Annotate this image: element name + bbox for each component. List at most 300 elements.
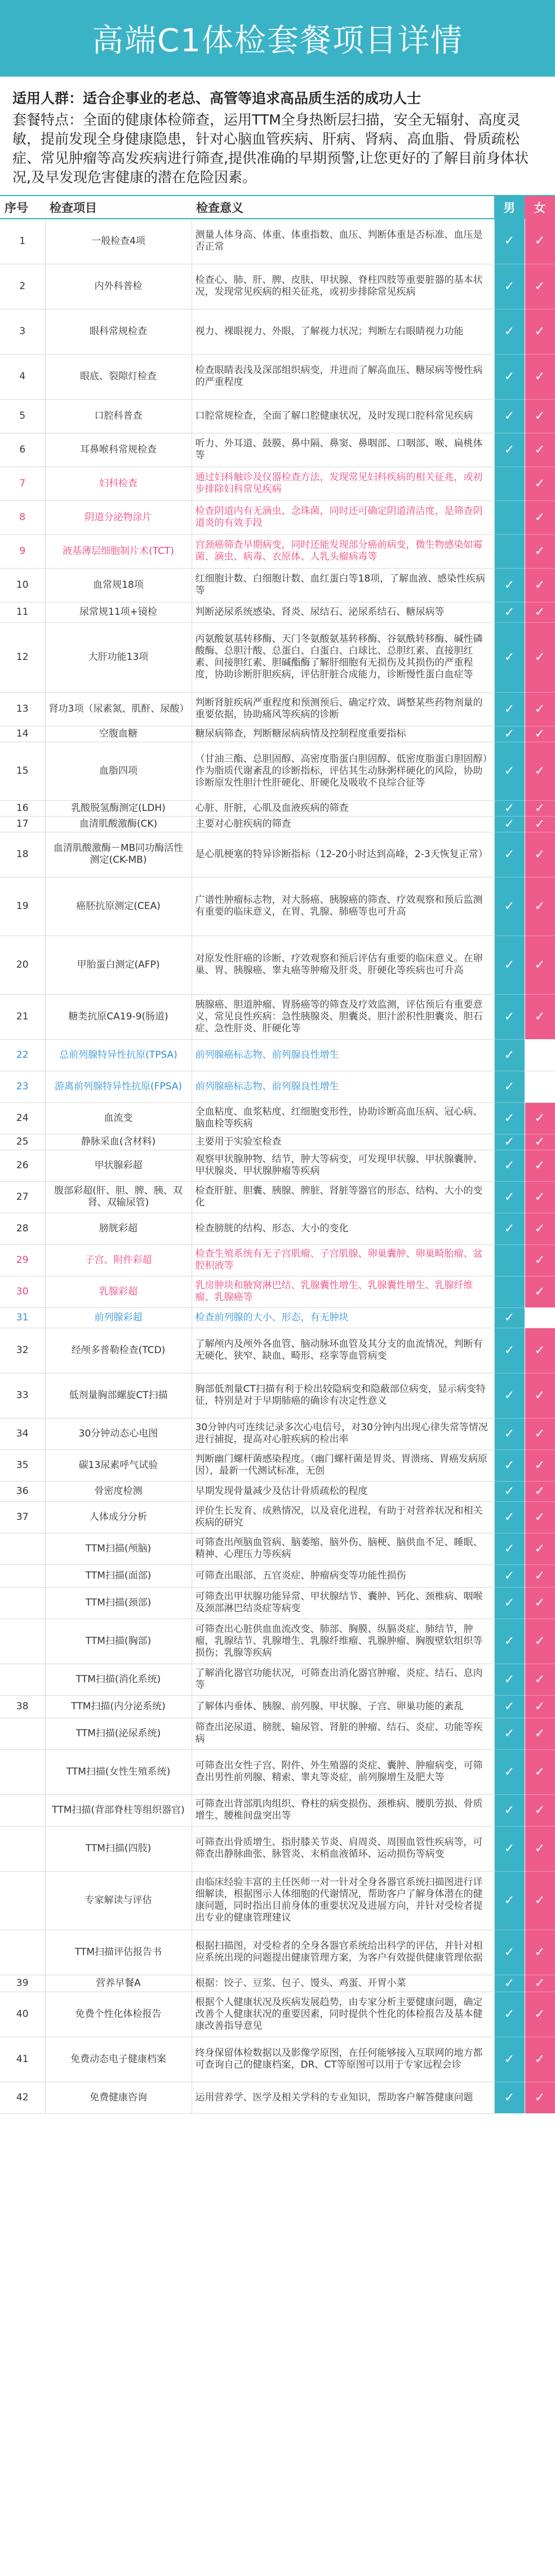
row-number: 42 bbox=[0, 2082, 45, 2113]
row-male-mark: ✓ bbox=[494, 1307, 525, 1328]
row-male-mark: ✓ bbox=[494, 1718, 525, 1749]
row-male-mark: ✓ bbox=[494, 1418, 525, 1449]
row-female-mark: ✓ bbox=[525, 994, 555, 1039]
row-female-mark: ✓ bbox=[525, 1794, 555, 1826]
table-row bbox=[0, 1102, 555, 1134]
table-row bbox=[0, 726, 555, 742]
row-meaning: 可筛查出骨质增生、指肘膝关节炎、肩周炎、周围血管性疾病等，可筛查出静脉曲张、脉管炎、末梢血液循环、运动损伤等病变 bbox=[192, 1826, 494, 1871]
row-female-mark bbox=[525, 1307, 555, 1328]
table-row bbox=[0, 800, 555, 816]
row-male-mark: ✓ bbox=[494, 1587, 525, 1619]
row-item: 液基薄层细胞制片术(TCT) bbox=[45, 534, 192, 568]
row-item: 乳酸脱氢酶测定(LDH) bbox=[45, 800, 192, 816]
row-male-mark: ✓ bbox=[494, 1181, 525, 1213]
row-number: 33 bbox=[0, 1373, 45, 1418]
row-number: 25 bbox=[0, 1134, 45, 1150]
row-item: 血清肌酸激酶(CK) bbox=[45, 816, 192, 832]
row-male-mark: ✓ bbox=[494, 1134, 525, 1150]
row-meaning: 可筛查出眼部、五官炎症、肿瘤病变等功能性损伤 bbox=[192, 1564, 494, 1587]
row-item: 血流变 bbox=[45, 1102, 192, 1134]
table-row bbox=[0, 877, 555, 935]
row-meaning: 筛查出泌尿道、膀胱、输尿管、肾脏的肿瘤、结石、炎症、功能等疾病 bbox=[192, 1718, 494, 1749]
row-male-mark: ✓ bbox=[494, 1102, 525, 1134]
row-female-mark: ✓ bbox=[525, 1276, 555, 1307]
table-row bbox=[0, 1276, 555, 1307]
row-female-mark: ✓ bbox=[525, 1501, 555, 1533]
row-item: 人体成分分析 bbox=[45, 1501, 192, 1533]
row-meaning: 主要对心脏疾病的筛查 bbox=[192, 816, 494, 832]
row-number: 28 bbox=[0, 1213, 45, 1244]
row-number: 38 bbox=[0, 1695, 45, 1718]
row-male-mark: ✓ bbox=[494, 354, 525, 399]
table-row bbox=[0, 1150, 555, 1181]
row-number: 18 bbox=[0, 832, 45, 877]
row-number: 20 bbox=[0, 935, 45, 994]
row-item: 血常规18项 bbox=[45, 568, 192, 602]
row-meaning: 可筛查出颅脑血管病、脑萎缩、脑外伤、脑梗、脑供血不足、睡眠、精神、心理压力等疾病 bbox=[192, 1533, 494, 1564]
table-row bbox=[0, 1501, 555, 1533]
row-item: 免费个性化体检报告 bbox=[45, 1992, 192, 2037]
row-male-mark: ✓ bbox=[494, 264, 525, 309]
header-male: 男 bbox=[494, 196, 525, 219]
row-male-mark: ✓ bbox=[494, 399, 525, 433]
row-meaning: 检查阴道内有无滴虫、念珠菌，同时还可确定阴道清洁度，是筛查阴道炎的有效手段 bbox=[192, 500, 494, 534]
row-meaning: 判断泌尿系统感染、肾炎、尿结石、泌尿系结石、糖尿病等 bbox=[192, 602, 494, 622]
row-item: 甲胎蛋白测定(AFP) bbox=[45, 935, 192, 994]
row-meaning: 主要用于实验室检查 bbox=[192, 1134, 494, 1150]
row-number bbox=[0, 1826, 45, 1871]
row-item: TTM扫描(女性生殖系统) bbox=[45, 1749, 192, 1794]
row-meaning: 测量人体身高、体重、体重指数、血压、判断体重是否标准、血压是否正常 bbox=[192, 219, 494, 264]
table-row bbox=[0, 1826, 555, 1871]
row-item: 30分钟动态心电图 bbox=[45, 1418, 192, 1449]
row-item: 骨密度检测 bbox=[45, 1481, 192, 1501]
row-number: 29 bbox=[0, 1244, 45, 1276]
row-male-mark: ✓ bbox=[494, 1533, 525, 1564]
row-number: 11 bbox=[0, 602, 45, 622]
table-row bbox=[0, 264, 555, 309]
row-item: 专家解读与评估 bbox=[45, 1871, 192, 1930]
row-item: TTM扫描(内分泌系统) bbox=[45, 1695, 192, 1718]
package-description: 套餐特点：全面的健康体检筛查，运用TTM全身热断层扫描，安全无辐射、高度灵敏，提前发现全身健康隐患，针对心脑血管疾病、肝病、肾病、高血脂、骨质疏松症、常见肿瘤等高发疾病进行筛查,提供准确的早期预警,让您更好的了解目前身体状况,及早发现危害健康的潜在危险因素。 bbox=[12, 112, 529, 185]
row-number: 14 bbox=[0, 726, 45, 742]
row-meaning: 糖尿病筛查，判断糖尿病病情及控制程度重要指标 bbox=[192, 726, 494, 742]
row-number: 26 bbox=[0, 1150, 45, 1181]
row-male-mark: ✓ bbox=[494, 1664, 525, 1695]
table-row bbox=[0, 467, 555, 500]
row-item: 耳鼻喉科常规检查 bbox=[45, 433, 192, 467]
row-item: TTM扫描(消化系统) bbox=[45, 1664, 192, 1695]
row-male-mark: ✓ bbox=[494, 602, 525, 622]
row-female-mark: ✓ bbox=[525, 1134, 555, 1150]
row-female-mark bbox=[525, 1039, 555, 1071]
row-female-mark: ✓ bbox=[525, 1418, 555, 1449]
table-row bbox=[0, 1328, 555, 1373]
header-meaning: 检查意义 bbox=[192, 196, 494, 219]
row-item: 妇科检查 bbox=[45, 467, 192, 500]
row-male-mark: ✓ bbox=[494, 1992, 525, 2037]
row-item: TTM扫描(颈部) bbox=[45, 1587, 192, 1619]
row-male-mark: ✓ bbox=[494, 832, 525, 877]
row-male-mark bbox=[494, 467, 525, 500]
row-male-mark bbox=[494, 500, 525, 534]
row-female-mark: ✓ bbox=[525, 800, 555, 816]
row-female-mark bbox=[525, 1071, 555, 1102]
exam-items-table bbox=[0, 196, 555, 2114]
row-item: 前列腺彩超 bbox=[45, 1307, 192, 1328]
row-item: 眼底、裂隙灯检查 bbox=[45, 354, 192, 399]
row-female-mark: ✓ bbox=[525, 1695, 555, 1718]
table-row bbox=[0, 816, 555, 832]
row-number bbox=[0, 1718, 45, 1749]
row-meaning: 视力、裸眼视力、外眼，了解视力状况；判断左右眼睛视力功能 bbox=[192, 309, 494, 354]
row-male-mark: ✓ bbox=[494, 1749, 525, 1794]
row-male-mark: ✓ bbox=[494, 1481, 525, 1501]
table-row bbox=[0, 1664, 555, 1695]
row-female-mark: ✓ bbox=[525, 309, 555, 354]
table-row bbox=[0, 1975, 555, 1992]
row-meaning: 判断肾脏疾病严重程度和预测预后、确定疗效、调整某些药物剂量的重要依据，协助痛风等疾病的诊断 bbox=[192, 692, 494, 726]
row-item: 总前列腺特异性抗原(TPSA) bbox=[45, 1039, 192, 1071]
table-row bbox=[0, 568, 555, 602]
row-item: 游离前列腺特异性抗原(FPSA) bbox=[45, 1071, 192, 1102]
row-meaning: 检查眼睛表浅及深部组织病变，并进而了解高血压、糖尿病等慢性病的严重程度 bbox=[192, 354, 494, 399]
row-number: 13 bbox=[0, 692, 45, 726]
row-male-mark: ✓ bbox=[494, 1150, 525, 1181]
row-female-mark: ✓ bbox=[525, 433, 555, 467]
row-female-mark: ✓ bbox=[525, 742, 555, 800]
row-number bbox=[0, 1930, 45, 1975]
table-row bbox=[0, 1871, 555, 1930]
row-item: TTM扫描(胸部) bbox=[45, 1619, 192, 1664]
row-number: 40 bbox=[0, 1992, 45, 2037]
table-row bbox=[0, 2037, 555, 2082]
row-meaning: 检查肝脏、胆囊、胰腺、脾脏、肾脏等器官的形态、结构、大小的变化 bbox=[192, 1181, 494, 1213]
row-male-mark: ✓ bbox=[494, 1826, 525, 1871]
row-male-mark: ✓ bbox=[494, 1695, 525, 1718]
row-male-mark: ✓ bbox=[494, 1501, 525, 1533]
row-item: 阴道分泌物涂片 bbox=[45, 500, 192, 534]
row-number: 6 bbox=[0, 433, 45, 467]
table-row bbox=[0, 219, 555, 264]
row-item: 尿常规11项+镜检 bbox=[45, 602, 192, 622]
row-female-mark: ✓ bbox=[525, 2082, 555, 2113]
row-item: 糖类抗原CA19-9(肠道) bbox=[45, 994, 192, 1039]
row-meaning: 可筛查出背部肌肉组织、脊柱的病变损伤、颈椎病、腰肌劳损、骨质增生、腰椎间盘突出等 bbox=[192, 1794, 494, 1826]
table-row bbox=[0, 832, 555, 877]
row-number: 30 bbox=[0, 1276, 45, 1307]
row-meaning: 检查膀胱的结构、形态、大小的变化 bbox=[192, 1213, 494, 1244]
row-number: 39 bbox=[0, 1975, 45, 1992]
row-number: 27 bbox=[0, 1181, 45, 1213]
table-row bbox=[0, 1244, 555, 1276]
row-male-mark: ✓ bbox=[494, 994, 525, 1039]
row-number: 17 bbox=[0, 816, 45, 832]
row-male-mark: ✓ bbox=[494, 1794, 525, 1826]
row-male-mark: ✓ bbox=[494, 1328, 525, 1373]
row-meaning: 前列腺癌标志物、前列腺良性增生 bbox=[192, 1039, 494, 1071]
table-row bbox=[0, 1213, 555, 1244]
row-number bbox=[0, 1749, 45, 1794]
row-female-mark: ✓ bbox=[525, 1213, 555, 1244]
row-number: 1 bbox=[0, 219, 45, 264]
row-item: TTM扫描(四肢) bbox=[45, 1826, 192, 1871]
row-item: 静脉采血(含材料) bbox=[45, 1134, 192, 1150]
row-item: TTM扫描(背部脊柱等组织器官) bbox=[45, 1794, 192, 1826]
table-row bbox=[0, 1418, 555, 1449]
row-number: 5 bbox=[0, 399, 45, 433]
row-male-mark: ✓ bbox=[494, 877, 525, 935]
row-number bbox=[0, 1871, 45, 1930]
row-meaning: 检查生殖系统有无子宫肌瘤、子宫肌腺、卵巢囊肿、卵巢畸胎瘤、盆腔积液等 bbox=[192, 1244, 494, 1276]
row-male-mark: ✓ bbox=[494, 309, 525, 354]
table-row bbox=[0, 433, 555, 467]
row-number: 32 bbox=[0, 1328, 45, 1373]
row-meaning: 了解消化器官功能状况，可筛查出消化器官肿瘤、炎症、结石、息肉等 bbox=[192, 1664, 494, 1695]
row-meaning: 根据个人健康状况及疾病发展趋势，由专家分析主要健康问题，确定改善个人健康状况的重要因素，同时提供个性化的体检报告及基本健康改善指导意见 bbox=[192, 1992, 494, 2037]
header-female: 女 bbox=[525, 196, 555, 219]
row-number bbox=[0, 1619, 45, 1664]
row-meaning: 观察甲状腺肿物、结节，肿大等病变，可发现甲状腺、甲状腺囊肿、甲状腺炎、甲状腺肿瘤等疾病 bbox=[192, 1150, 494, 1181]
row-item: 血清肌酸激酶－MB同功酶活性测定(CK-MB) bbox=[45, 832, 192, 877]
row-number bbox=[0, 1664, 45, 1695]
table-row bbox=[0, 1181, 555, 1213]
row-meaning: 是心肌梗塞的特异诊断指标（12-20小时达到高峰，2-3天恢复正常） bbox=[192, 832, 494, 877]
row-number bbox=[0, 1587, 45, 1619]
row-meaning: 30分钟内可连续记录多次心电信号，对30分钟内出现心律失常等情况进行捕捉，提高对心脏疾病的检出率 bbox=[192, 1418, 494, 1449]
row-male-mark: ✓ bbox=[494, 622, 525, 692]
row-female-mark: ✓ bbox=[525, 1871, 555, 1930]
row-item: 腹部彩超(肝、胆、脾、胰、双肾、双输尿管) bbox=[45, 1181, 192, 1213]
row-number: 12 bbox=[0, 622, 45, 692]
row-meaning: 心脏、肝脏，心肌及血液疾病的筛查 bbox=[192, 800, 494, 816]
row-item: 经颅多普勒检查(TCD) bbox=[45, 1328, 192, 1373]
row-male-mark: ✓ bbox=[494, 1619, 525, 1664]
table-row bbox=[0, 500, 555, 534]
table-row bbox=[0, 534, 555, 568]
table-row bbox=[0, 1587, 555, 1619]
table-row bbox=[0, 1134, 555, 1150]
row-item: 膀胱彩超 bbox=[45, 1213, 192, 1244]
row-female-mark: ✓ bbox=[525, 602, 555, 622]
table-row bbox=[0, 1749, 555, 1794]
row-number: 31 bbox=[0, 1307, 45, 1328]
row-male-mark: ✓ bbox=[494, 1373, 525, 1418]
table-row bbox=[0, 1373, 555, 1418]
row-number: 35 bbox=[0, 1449, 45, 1481]
row-meaning: 根据扫描图，对受检者的全身各器官系统给出科学的评估，并针对相应系统出现的问题提出健康管理方案，为客户有效提供健康管理依据 bbox=[192, 1930, 494, 1975]
row-female-mark: ✓ bbox=[525, 1328, 555, 1373]
row-male-mark: ✓ bbox=[494, 1930, 525, 1975]
row-meaning: 通过妇科触诊及仪器检查方法，发现常见妇科疾病的相关征兆，或初步排除妇科常见疾病 bbox=[192, 467, 494, 500]
table-row bbox=[0, 1619, 555, 1664]
row-item: 血脂四项 bbox=[45, 742, 192, 800]
row-female-mark: ✓ bbox=[525, 1930, 555, 1975]
row-male-mark: ✓ bbox=[494, 1071, 525, 1102]
row-number: 15 bbox=[0, 742, 45, 800]
table-row bbox=[0, 309, 555, 354]
row-female-mark: ✓ bbox=[525, 1533, 555, 1564]
row-female-mark: ✓ bbox=[525, 1619, 555, 1664]
row-number: 23 bbox=[0, 1071, 45, 1102]
row-female-mark: ✓ bbox=[525, 622, 555, 692]
row-item: 碳13尿素呼气试验 bbox=[45, 1449, 192, 1481]
table-row bbox=[0, 1564, 555, 1587]
row-male-mark bbox=[494, 1244, 525, 1276]
table-row bbox=[0, 1481, 555, 1501]
row-female-mark: ✓ bbox=[525, 1992, 555, 2037]
row-number: 19 bbox=[0, 877, 45, 935]
row-male-mark: ✓ bbox=[494, 742, 525, 800]
row-item: 免费健康咨询 bbox=[45, 2082, 192, 2113]
table-row bbox=[0, 602, 555, 622]
row-male-mark: ✓ bbox=[494, 1564, 525, 1587]
row-number: 16 bbox=[0, 800, 45, 816]
row-female-mark: ✓ bbox=[525, 1373, 555, 1418]
row-female-mark: ✓ bbox=[525, 1244, 555, 1276]
row-item: TTM扫描(颅脑) bbox=[45, 1533, 192, 1564]
row-female-mark: ✓ bbox=[525, 264, 555, 309]
table-row bbox=[0, 1930, 555, 1975]
header-no: 序号 bbox=[0, 196, 45, 219]
row-meaning: 胰腺癌、胆道肿瘤、胃肠癌等的筛查及疗效监测，评估预后有重要意义，常见良性疾病：急性胰腺炎、胆囊炎、胆汁淤积性胆囊炎、胆石症、急性肝炎、肝硬化等 bbox=[192, 994, 494, 1039]
row-male-mark: ✓ bbox=[494, 2082, 525, 2113]
row-female-mark: ✓ bbox=[525, 816, 555, 832]
row-meaning: 丙氨酸氨基转移酶、天门冬氨酸氨基转移酶、谷氨酰转移酶、碱性磷酸酶、总胆汁酸、总蛋白、白蛋白、白球比、总胆红素、直接胆红素、间接胆红素、胆碱酯酶了解肝细胞有无损伤及其损伤的严重程度，协助诊断肝胆疾病，评估肝脏合成能力，诊断慢性蛋白血症等 bbox=[192, 622, 494, 692]
row-meaning: 宫颈癌筛查早期病变，同时还能发现部分癌前病变，微生物感染如霉菌、滴虫、病毒、衣原体、人乳头瘤病毒等 bbox=[192, 534, 494, 568]
row-meaning: 可筛查出女性子宫、附件、外生殖器的炎症、囊肿、肿瘤病变，可筛查出男性前列腺、精索、睾丸等炎症，前列腺增生及肥大等 bbox=[192, 1749, 494, 1794]
table-row bbox=[0, 742, 555, 800]
row-female-mark: ✓ bbox=[525, 1150, 555, 1181]
row-male-mark: ✓ bbox=[494, 2037, 525, 2082]
row-male-mark: ✓ bbox=[494, 1871, 525, 1930]
table-row bbox=[0, 1533, 555, 1564]
row-item: TTM扫描(面部) bbox=[45, 1564, 192, 1587]
intro-section bbox=[0, 77, 555, 196]
row-number: 7 bbox=[0, 467, 45, 500]
row-male-mark: ✓ bbox=[494, 800, 525, 816]
row-item: 低剂量胸部螺旋CT扫描 bbox=[45, 1373, 192, 1418]
row-item: 癌胚抗原测定(CEA) bbox=[45, 877, 192, 935]
row-female-mark: ✓ bbox=[525, 534, 555, 568]
row-female-mark: ✓ bbox=[525, 1718, 555, 1749]
row-meaning: 红细胞计数、白细胞计数、血红蛋白等18项，了解血液、感染性疾病等 bbox=[192, 568, 494, 602]
row-meaning: 广谱性肿瘤标志物，对大肠癌、胰腺癌的筛查、疗效观察和预后监测有重要的临床意义，在胃、乳腺、肺癌等也可升高 bbox=[192, 877, 494, 935]
table-row bbox=[0, 935, 555, 994]
row-item: 肾功3项（尿素氮、肌酐、尿酸） bbox=[45, 692, 192, 726]
row-female-mark: ✓ bbox=[525, 1749, 555, 1794]
row-item: 营养早餐A bbox=[45, 1975, 192, 1992]
row-male-mark: ✓ bbox=[494, 1039, 525, 1071]
row-number: 10 bbox=[0, 568, 45, 602]
row-meaning: 判断幽门螺杆菌感染程度。（幽门螺杆菌是胃炎、胃溃疡、胃癌发病原因），最新一代测试标准，无创 bbox=[192, 1449, 494, 1481]
row-meaning: 全血粘度、血浆粘度、红细胞变形性，协助诊断高血压病、冠心病、脑血栓等疾病 bbox=[192, 1102, 494, 1134]
row-male-mark: ✓ bbox=[494, 816, 525, 832]
row-meaning: 胸部低剂量CT扫描有利于检出较隐病变和隐蔽部位病变，显示病变特征，特别是对于早期肺癌的确诊有决定性意义 bbox=[192, 1373, 494, 1418]
row-item: TTM扫描(泌尿系统) bbox=[45, 1718, 192, 1749]
row-meaning: 了解颅内及颅外各血管、脑动脉环血管及其分支的血流情况，判断有无硬化、狭窄、缺血、畸形、痉挛等血管病变 bbox=[192, 1328, 494, 1373]
row-female-mark: ✓ bbox=[525, 1826, 555, 1871]
row-female-mark: ✓ bbox=[525, 568, 555, 602]
row-item: 空腹血糖 bbox=[45, 726, 192, 742]
table-row bbox=[0, 622, 555, 692]
row-male-mark: ✓ bbox=[494, 1449, 525, 1481]
table-body bbox=[0, 219, 555, 2113]
table-row bbox=[0, 2082, 555, 2113]
table-row bbox=[0, 1307, 555, 1328]
row-female-mark: ✓ bbox=[525, 1975, 555, 1992]
header-item: 检查项目 bbox=[45, 196, 192, 219]
row-number: 37 bbox=[0, 1501, 45, 1533]
table-row bbox=[0, 1039, 555, 1071]
page-title: 高端C1体检套餐项目详情 bbox=[0, 0, 555, 77]
row-meaning: 口腔常规检查，全面了解口腔健康状况，及时发现口腔科常见疾病 bbox=[192, 399, 494, 433]
row-meaning: 对原发性肝癌的诊断、疗效观察和预后评估有重要的临床意义。在卵巢、胃、胰腺癌、睾丸癌等肿瘤及肝炎、肝硬化等疾病也可升高 bbox=[192, 935, 494, 994]
row-female-mark: ✓ bbox=[525, 877, 555, 935]
table-row bbox=[0, 1718, 555, 1749]
row-meaning: （甘油三酯、总胆固醇、高密度脂蛋白胆固醇、低密度脂蛋白胆固醇）作为脂质代谢紊乱的诊断指标，评估其生动脉粥样硬化的风险，协助诊断原发性胆汁性肝硬化、肝硬化及吸收不良综合征等 bbox=[192, 742, 494, 800]
row-meaning: 早期发现骨量减少及估计骨质疏松的程度 bbox=[192, 1481, 494, 1501]
table-row bbox=[0, 994, 555, 1039]
row-item: 内外科普检 bbox=[45, 264, 192, 309]
row-male-mark: ✓ bbox=[494, 692, 525, 726]
row-male-mark bbox=[494, 534, 525, 568]
row-item: 乳腺彩超 bbox=[45, 1276, 192, 1307]
row-female-mark: ✓ bbox=[525, 832, 555, 877]
row-meaning: 根据：饺子、豆浆、包子、馒头、鸡蛋、开胃小菜 bbox=[192, 1975, 494, 1992]
row-item: 眼科常规检查 bbox=[45, 309, 192, 354]
row-number: 24 bbox=[0, 1102, 45, 1134]
row-meaning: 检查前列腺的大小、形态，有无肿块 bbox=[192, 1307, 494, 1328]
row-female-mark: ✓ bbox=[525, 2037, 555, 2082]
row-female-mark: ✓ bbox=[525, 692, 555, 726]
row-female-mark: ✓ bbox=[525, 1564, 555, 1587]
row-male-mark: ✓ bbox=[494, 568, 525, 602]
row-number: 8 bbox=[0, 500, 45, 534]
row-item: 一般检查4项 bbox=[45, 219, 192, 264]
row-number: 3 bbox=[0, 309, 45, 354]
table-header-row bbox=[0, 196, 555, 219]
row-number: 22 bbox=[0, 1039, 45, 1071]
row-male-mark: ✓ bbox=[494, 433, 525, 467]
row-number: 36 bbox=[0, 1481, 45, 1501]
row-male-mark: ✓ bbox=[494, 1975, 525, 1992]
row-number: 4 bbox=[0, 354, 45, 399]
table-row bbox=[0, 399, 555, 433]
target-audience: 适用人群：适合企事业的老总、高管等追求高品质生活的成功人士 bbox=[12, 90, 421, 107]
row-number: 21 bbox=[0, 994, 45, 1039]
table-row bbox=[0, 692, 555, 726]
table-row bbox=[0, 354, 555, 399]
row-female-mark: ✓ bbox=[525, 467, 555, 500]
row-number bbox=[0, 1794, 45, 1826]
row-item: 甲状腺彩超 bbox=[45, 1150, 192, 1181]
table-row bbox=[0, 1794, 555, 1826]
row-male-mark bbox=[494, 1276, 525, 1307]
row-item: 免费动态电子健康档案 bbox=[45, 2037, 192, 2082]
row-female-mark: ✓ bbox=[525, 1102, 555, 1134]
row-meaning: 前列腺癌标志物、前列腺良性增生 bbox=[192, 1071, 494, 1102]
row-female-mark: ✓ bbox=[525, 935, 555, 994]
row-male-mark: ✓ bbox=[494, 219, 525, 264]
row-number bbox=[0, 1564, 45, 1587]
row-number: 34 bbox=[0, 1418, 45, 1449]
row-female-mark: ✓ bbox=[525, 1664, 555, 1695]
row-meaning: 可筛查出甲状腺功能异常、甲状腺结节、囊肿、钙化、颈椎病、咽喉及颈部淋巴结炎症等病变 bbox=[192, 1587, 494, 1619]
row-meaning: 终身保留体检数据以及影像学原图，在任何能够接入互联网的地方都可查询自己的健康档案，DR、CT等原图可以用于专家远程会诊 bbox=[192, 2037, 494, 2082]
row-number: 9 bbox=[0, 534, 45, 568]
row-meaning: 了解体内垂体、胰腺、前列腺、甲状腺、子宫、卵巢功能的紊乱 bbox=[192, 1695, 494, 1718]
